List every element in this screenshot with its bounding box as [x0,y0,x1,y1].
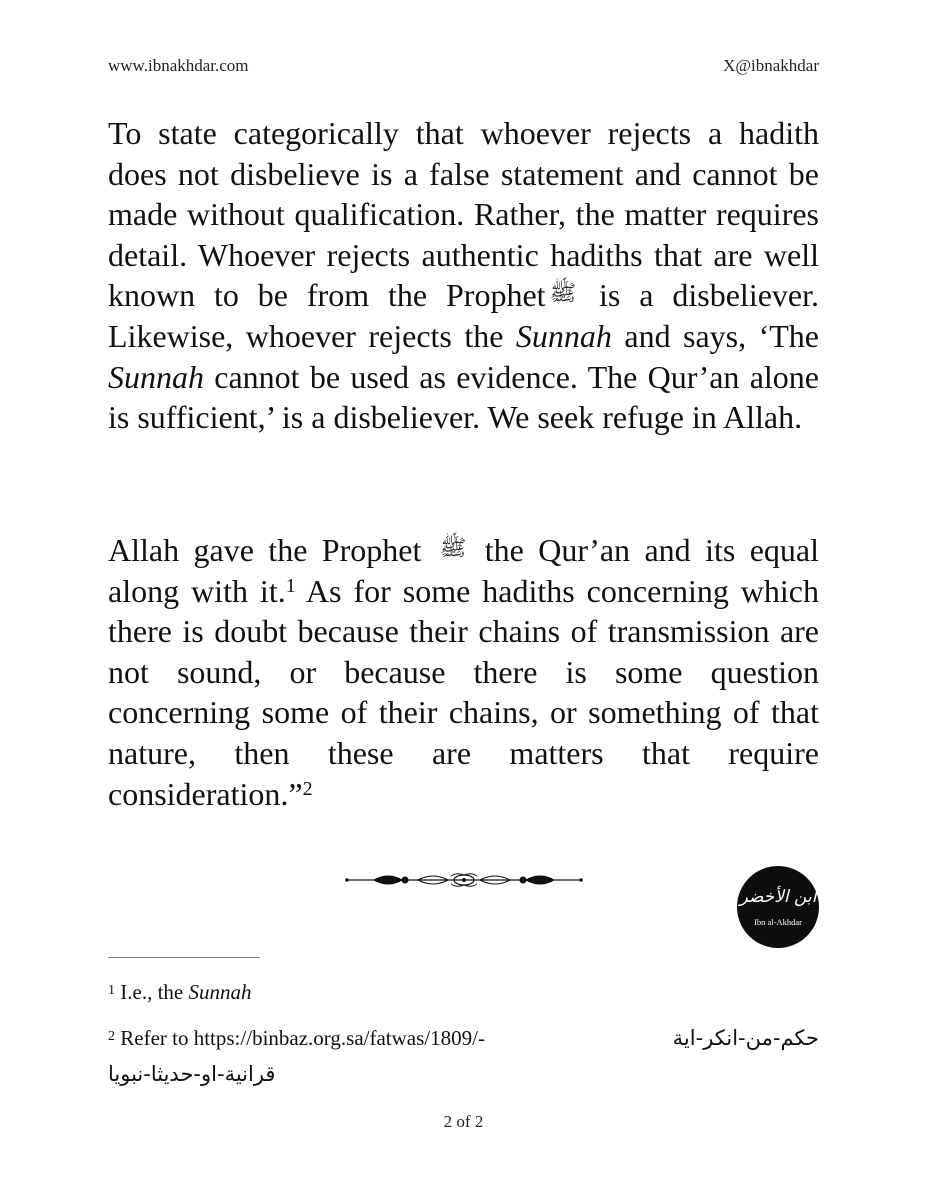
footnote-2-arabic-1[interactable]: حكم-من-انكر-اية [672,1026,819,1050]
honorific-glyph: ﷺ [439,536,467,561]
ornament-divider [343,868,585,892]
website-url: www.ibnakhdar.com [108,56,249,75]
footnote-2-number: 2 [108,1029,115,1044]
footnote-1 [108,976,251,1008]
logo-latin-text: Ibn al-Akhdar [754,917,802,927]
social-handle: X@ibnakhdar [723,56,819,75]
page-number: 2 of 2 [443,1112,484,1131]
paragraph-1 [108,113,819,438]
footnote-1-italic: Sunnah [188,980,252,1004]
p1-text-3: and says, ‘The [611,317,820,354]
paragraph-2 [108,530,819,814]
logo-calligraphy: ابن الأخضر [739,887,817,907]
p1-text-2: is a disbeliever. Likewise, whoever rejects the [108,277,820,354]
footnote-1-number: 1 [108,983,115,998]
p1-text-1: To state categorically that whoever rejects a hadith does not disbelieve is a false statement and cannot be made without qualification. Rather, the matter requires detail. Whoever rejects authentic hadiths that are well known to be from the Prophet [108,115,819,314]
ibn-al-akhdar-logo [737,866,819,948]
footnote-2-link[interactable]: Refer to https://binbaz.org.sa/fatwas/1809/- [120,1026,485,1050]
footnote-ref-2[interactable]: 2 [302,777,313,800]
p2-text-2: the Qur’an and its equal along with it. [108,532,820,609]
footnote-1-text: I.e., the [120,980,189,1004]
p2-text-3: As for some hadiths concerning which there is doubt because their chains of transmission are not sound, or because there is some question concerning some of their chains, or something of that nature, then these are matters that require consideration.” [108,572,820,812]
footnote-2-arabic-2[interactable]: قرانية-او-حديثا-نبويا [108,1062,276,1086]
p1-sunnah-2: Sunnah [108,358,204,395]
honorific-glyph: ﷺ [549,281,577,307]
footnote-separator [108,957,260,958]
footnote-2 [108,1022,819,1090]
footnote-ref-1[interactable]: 1 [285,574,296,597]
p1-sunnah-1: Sunnah [515,317,612,354]
p1-text-4: cannot be used as evidence. The Qur’an alone is sufficient,’ is a disbeliever. We seek refuge in Allah. [108,358,819,436]
p2-text-1: Allah gave the Prophet [108,532,422,568]
